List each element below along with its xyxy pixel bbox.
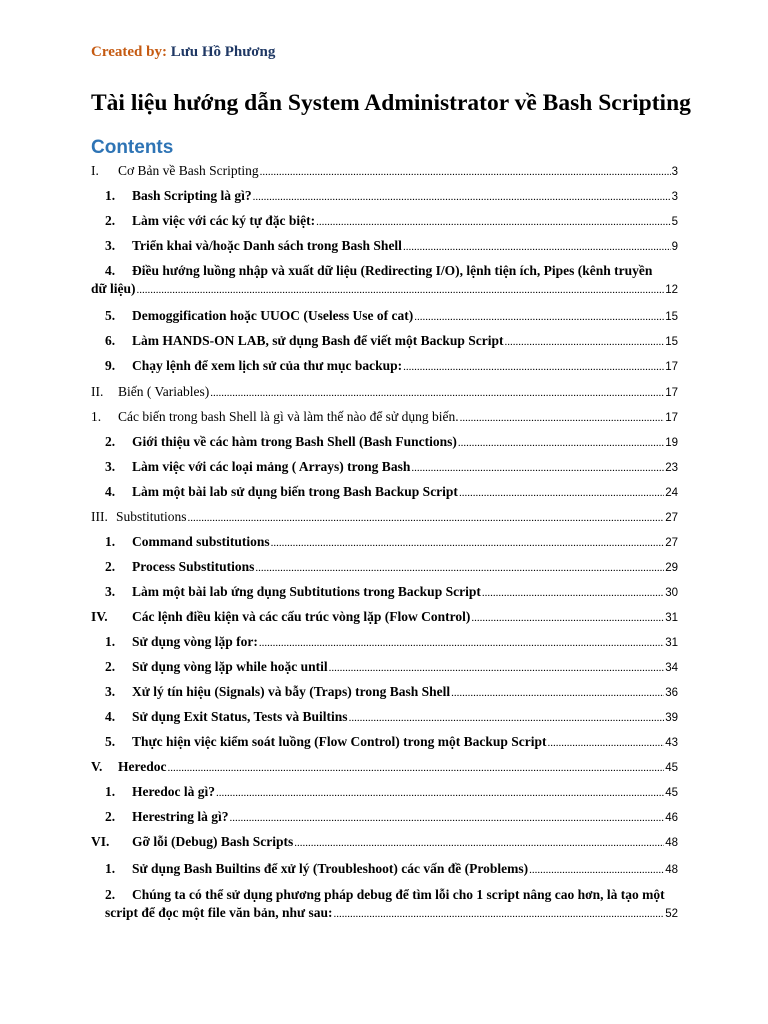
toc-text: Demoggification hoặc UUOC (Useless Use of cat): [132, 308, 414, 323]
toc-text: Command substitutions: [132, 534, 270, 549]
toc-leader: [411, 462, 664, 474]
toc-leader: [349, 712, 665, 724]
toc-text: Triển khai và/hoặc Danh sách trong Bash Shell: [132, 238, 402, 253]
author-name: Lưu Hồ Phương: [170, 44, 276, 60]
toc-text: Heredoc là gì?: [132, 784, 215, 799]
toc-entry[interactable]: [91, 534, 678, 554]
toc-number: 2.: [105, 659, 116, 674]
toc-leader: [471, 612, 664, 624]
toc-leader: [459, 487, 664, 499]
toc-text: Giới thiệu về các hàm trong Bash Shell (Bash Functions): [132, 434, 457, 449]
toc-text: Làm một bài lab ứng dụng Subtitutions trong Backup Script: [132, 584, 481, 599]
toc-text: Process Substitutions: [132, 559, 255, 574]
toc-page: 30: [665, 587, 678, 599]
toc-entry[interactable]: [91, 333, 678, 353]
toc-text: Làm một bài lab sử dụng biến trong Bash Backup Script: [132, 484, 458, 499]
toc-leader: [460, 412, 665, 424]
toc-entry[interactable]: [91, 384, 678, 404]
toc-page: 34: [665, 662, 678, 674]
toc-entry[interactable]: [91, 263, 678, 297]
toc-number: 1.: [105, 534, 116, 549]
toc-leader: [136, 284, 664, 296]
toc-entry[interactable]: [91, 509, 678, 529]
toc-number: 1.: [105, 861, 116, 876]
toc-number: III.: [91, 509, 108, 524]
toc-page: 24: [665, 487, 678, 499]
toc-entry[interactable]: [91, 834, 678, 854]
toc-number: 6.: [105, 333, 116, 348]
toc-page: 45: [665, 787, 678, 799]
toc-entry[interactable]: [91, 484, 678, 504]
toc-text: Substitutions: [116, 509, 187, 524]
toc-leader: [260, 166, 671, 178]
created-by-line: [91, 44, 275, 61]
toc-page: 27: [665, 512, 678, 524]
toc-text: Heredoc: [118, 759, 167, 774]
toc-number: 1.: [105, 634, 116, 649]
toc-number: IV.: [91, 609, 108, 624]
toc-number: 3.: [105, 459, 116, 474]
toc-number: V.: [91, 759, 103, 774]
toc-page: 46: [665, 812, 678, 824]
toc-leader: [167, 762, 664, 774]
toc-text: Làm việc với các ký tự đặc biệt:: [132, 213, 316, 228]
toc-entry[interactable]: [91, 409, 678, 429]
toc-text-continued: script để đọc một file văn bản, như sau:: [105, 905, 333, 920]
toc-text: Thực hiện việc kiểm soát luồng (Flow Control) trong một Backup Script: [132, 734, 547, 749]
toc-page: 27: [665, 537, 678, 549]
toc-leader: [294, 837, 664, 849]
toc-entry[interactable]: [91, 358, 678, 378]
toc-text: Điều hướng luồng nhập và xuất dữ liệu (Redirecting I/O), lệnh tiện ích, Pipes (kênh truyền: [132, 263, 653, 278]
toc-page: 48: [665, 837, 678, 849]
toc-number: II.: [91, 384, 104, 399]
toc-text: Herestring là gì?: [132, 809, 229, 824]
toc-text: Làm HANDS-ON LAB, sử dụng Bash để viết một Backup Script: [132, 333, 504, 348]
toc-entry[interactable]: [91, 163, 678, 183]
toc-leader: [458, 437, 664, 449]
toc-page: 48: [665, 864, 678, 876]
toc-number: 5.: [105, 308, 116, 323]
toc-leader: [188, 512, 665, 524]
toc-page: 43: [665, 737, 678, 749]
toc-text: Xử lý tín hiệu (Signals) và bẫy (Traps) trong Bash Shell: [132, 684, 451, 699]
toc-text: Sử dụng vòng lặp while hoặc until: [132, 659, 328, 674]
toc-entry[interactable]: [91, 238, 678, 258]
toc-number: 2.: [105, 559, 116, 574]
toc-entry[interactable]: [91, 609, 678, 629]
toc-number: 4.: [105, 709, 116, 724]
toc-number: 3.: [105, 238, 116, 253]
toc-page: 3: [671, 191, 678, 203]
toc-entry[interactable]: [91, 434, 678, 454]
toc-leader: [210, 387, 664, 399]
toc-leader: [414, 311, 664, 323]
toc-number: I.: [91, 163, 99, 178]
toc-leader: [229, 812, 664, 824]
toc-entry[interactable]: [91, 213, 678, 233]
document-title: Tài liệu hướng dẫn System Administrator về Bash Scripting: [91, 90, 691, 116]
toc-leader: [482, 587, 664, 599]
toc-page: 19: [665, 437, 678, 449]
toc-text: Biến ( Variables): [118, 384, 210, 399]
toc-entry[interactable]: [91, 861, 678, 881]
toc-leader: [259, 637, 664, 649]
toc-number: 5.: [105, 734, 116, 749]
toc-number: 1.: [105, 784, 116, 799]
toc-leader: [529, 864, 664, 876]
toc-page: 23: [665, 462, 678, 474]
toc-page: 15: [665, 336, 678, 348]
toc-number: 2.: [105, 434, 116, 449]
toc-number: 2.: [105, 213, 116, 228]
toc-leader: [505, 336, 665, 348]
toc-entry[interactable]: [91, 784, 678, 804]
toc-page: 5: [671, 216, 678, 228]
toc-text: Chạy lệnh để xem lịch sử của thư mục backup:: [132, 358, 403, 373]
toc-number: 2.: [105, 887, 116, 902]
toc-leader: [316, 216, 670, 228]
toc-text: Cơ Bản về Bash Scripting: [118, 163, 259, 178]
created-by-label: Created by:: [91, 44, 167, 60]
toc-text: Sử dụng vòng lặp for:: [132, 634, 258, 649]
toc-text-continued: dữ liệu): [91, 281, 136, 296]
contents-heading: Contents: [91, 137, 174, 158]
toc-page: 31: [665, 612, 678, 624]
toc-text: Bash Scripting là gì?: [132, 188, 252, 203]
toc-leader: [548, 737, 665, 749]
toc-page: 9: [671, 241, 678, 253]
toc-leader: [253, 191, 671, 203]
toc-number: 2.: [105, 809, 116, 824]
toc-entry[interactable]: [91, 709, 678, 729]
toc-leader: [255, 562, 664, 574]
toc-page: 31: [665, 637, 678, 649]
toc-number: 3.: [105, 584, 116, 599]
toc-text: Chúng ta có thể sử dụng phương pháp debug để tìm lỗi cho 1 script nâng cao hơn, là tạo một: [132, 887, 665, 902]
toc-page: 17: [665, 412, 678, 424]
toc-leader: [271, 537, 665, 549]
toc-entry[interactable]: [91, 584, 678, 604]
toc-leader: [451, 687, 664, 699]
toc-text: Sử dụng Exit Status, Tests và Builtins: [132, 709, 348, 724]
toc-number: VI.: [91, 834, 110, 849]
toc-page: 29: [665, 562, 678, 574]
toc-text: Làm việc với các loại mảng ( Arrays) trong Bash: [132, 459, 411, 474]
toc-number: 4.: [105, 484, 116, 499]
toc-leader: [403, 361, 664, 373]
toc-entry[interactable]: [91, 459, 678, 479]
toc-leader: [216, 787, 664, 799]
toc-page: 17: [665, 387, 678, 399]
toc-page: 17: [665, 361, 678, 373]
toc-leader: [334, 908, 665, 920]
toc-number: 9.: [105, 358, 116, 373]
toc-text: Các lệnh điều kiện và các cấu trúc vòng lặp (Flow Control): [132, 609, 471, 624]
toc-number: 4.: [105, 263, 116, 278]
toc-page: 15: [665, 311, 678, 323]
toc-entry[interactable]: [91, 634, 678, 654]
toc-text: Gỡ lỗi (Debug) Bash Scripts: [132, 834, 294, 849]
toc-number: 1.: [105, 188, 116, 203]
toc-page: 12: [665, 284, 678, 296]
toc-leader: [403, 241, 671, 253]
toc-entry[interactable]: [91, 559, 678, 579]
toc-entry[interactable]: [91, 887, 678, 921]
toc-text: Sử dụng Bash Builtins để xử lý (Troubleshoot) các vấn đề (Problems): [132, 861, 529, 876]
toc-text: Các biến trong bash Shell là gì và làm thế nào để sử dụng biến.: [118, 409, 459, 424]
toc-number: 3.: [105, 684, 116, 699]
toc-page: 3: [671, 166, 678, 178]
toc-entry[interactable]: [91, 759, 678, 779]
toc-number: 1.: [91, 409, 102, 424]
toc-entry[interactable]: [91, 188, 678, 208]
toc-entry[interactable]: [91, 659, 678, 679]
toc-entry[interactable]: [91, 308, 678, 328]
toc-leader: [329, 662, 665, 674]
toc-page: 45: [665, 762, 678, 774]
toc-page: 52: [665, 908, 678, 920]
toc-page: 36: [665, 687, 678, 699]
toc-page: 39: [665, 712, 678, 724]
toc-entry[interactable]: [91, 734, 678, 754]
toc-entry[interactable]: [91, 684, 678, 704]
toc-entry[interactable]: [91, 809, 678, 829]
